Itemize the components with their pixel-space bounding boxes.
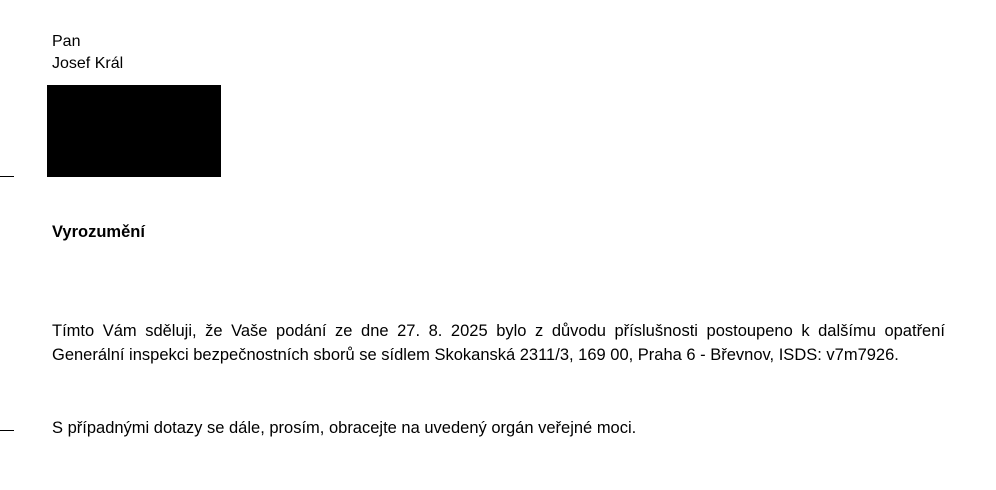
redacted-address-block: [47, 85, 221, 177]
body-paragraph-1: Tímto Vám sděluji, že Vaše podání ze dne 27. 8. 2025 bylo z důvodu příslušnosti postoupeno k dalšímu opatření Generální inspekci bezpečnostních sborů se sídlem Skokanská 2311/3, 169 00, Praha 6 - Břevnov, ISDS: v7m7926.: [52, 322, 945, 364]
body-paragraph-2: S případnými dotazy se dále, prosím, obracejte na uvedený orgán veřejné moci.: [52, 419, 637, 437]
addressee-salutation: Pan: [52, 33, 81, 50]
addressee-name: Josef Král: [52, 55, 124, 72]
addressee-block: [52, 31, 123, 75]
margin-tick-upper: [0, 176, 14, 177]
margin-tick-lower: [0, 430, 14, 431]
document-body: [52, 319, 945, 367]
document-subject-heading: Vyrozumění: [52, 223, 145, 241]
